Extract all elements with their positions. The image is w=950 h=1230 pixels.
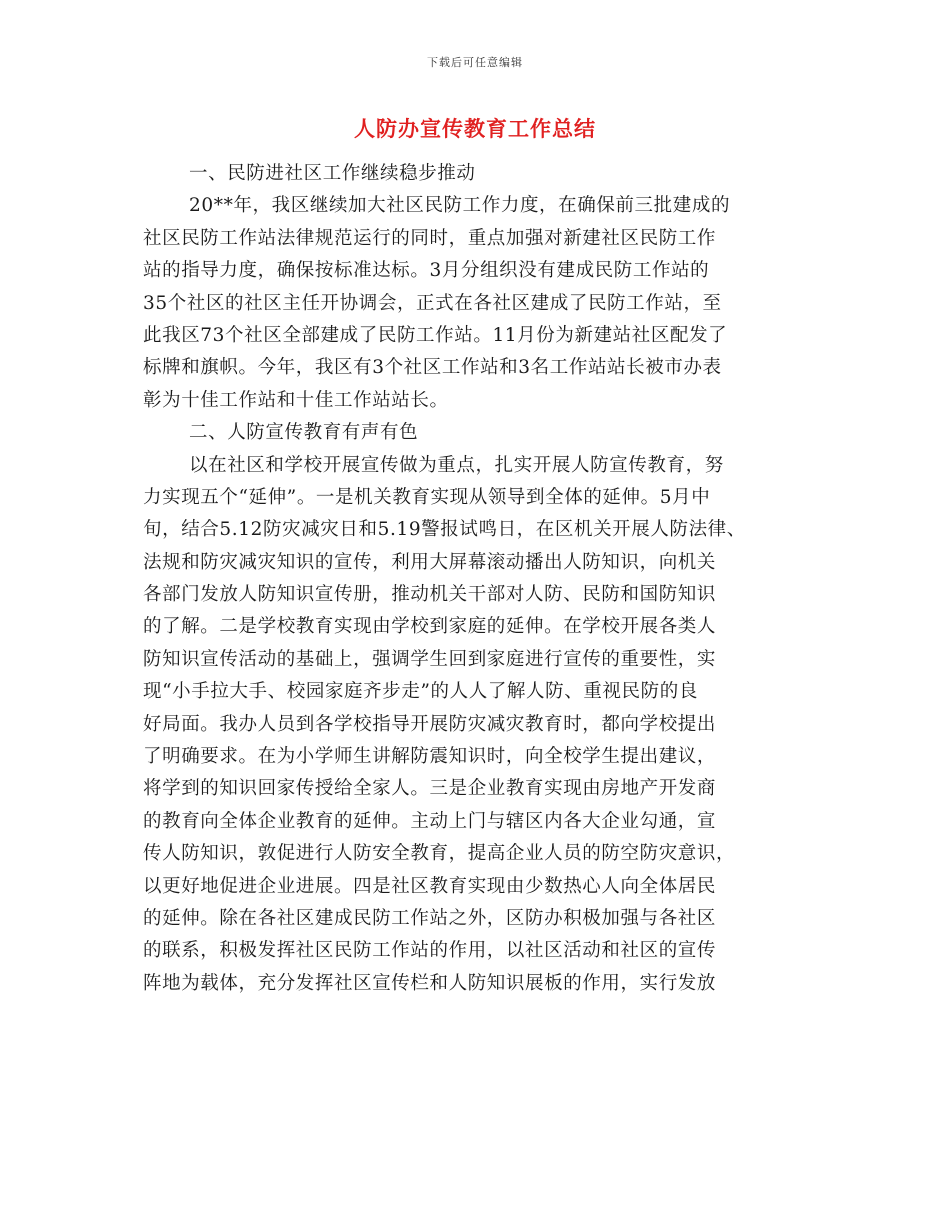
paragraph-line: 法规和防灾减灾知识的宣传，利用大屏幕滚动播出人防知识，向机关 [143, 551, 717, 573]
paragraph-line: 好局面。我办人员到各学校指导开展防灾减灾教育时，都向学校提出 [143, 713, 717, 735]
paragraph-line: 现“小手拉大手、校园家庭齐步走”的人人了解人防、重视民防的良 [143, 681, 698, 703]
paragraph-line: 站的指导力度，确保按标准达标。3月分组织没有建成民防工作站的 [143, 260, 710, 282]
paragraph-line: 此我区73个社区全部建成了民防工作站。11月份为新建站社区配发了 [143, 324, 728, 346]
header-note: 下载后可任意编辑 [427, 56, 523, 69]
paragraph-line: 阵地为载体，充分发挥社区宣传栏和人防知识展板的作用，实行发放 [143, 972, 717, 994]
paragraph-line: 传人防知识，敦促进行人防安全教育，提高企业人员的防空防灾意识， [143, 843, 736, 865]
paragraph-line: 35个社区的社区主任开协调会，正式在各社区建成了民防工作站，至 [143, 292, 722, 314]
paragraph-line: 各部门发放人防知识宣传册，推动机关干部对人防、民防和国防知识 [143, 584, 717, 606]
section-heading: 一、民防进社区工作继续稳步推动 [189, 163, 476, 184]
section-heading: 二、人防宣传教育有声有色 [189, 422, 419, 444]
paragraph-line: 防知识宣传活动的基础上，强调学生回到家庭进行宣传的重要性，实 [143, 648, 717, 670]
paragraph-line: 社区民防工作站法律规范运行的同时，重点加强对新建社区民防工作 [143, 227, 717, 249]
paragraph-line: 的了解。二是学校教育实现由学校到家庭的延伸。在学校开展各类人 [143, 616, 717, 638]
paragraph-line: 力实现五个“延伸”。一是机关教育实现从领导到全体的延伸。5月中 [143, 486, 711, 508]
paragraph-line: 以在社区和学校开展宣传做为重点，扎实开展人防宣传教育，努 [189, 454, 724, 476]
paragraph-line: 彰为十佳工作站和十佳工作站站长。 [143, 389, 449, 411]
paragraph-line: 旬，结合5.12防灾减灾日和5.19警报试鸣日，在区机关开展人防法律、 [143, 519, 746, 541]
paragraph-line: 将学到的知识回家传授给全家人。三是企业教育实现由房地产开发商 [143, 778, 717, 800]
document-title: 人防办宣传教育工作总结 [354, 116, 596, 141]
paragraph-line: 的延伸。除在各社区建成民防工作站之外，区防办积极加强与各社区 [143, 907, 717, 929]
document-body [143, 158, 811, 1000]
paragraph-line: 了明确要求。在为小学师生讲解防震知识时，向全校学生提出建议， [143, 746, 717, 768]
paragraph-line: 的联系，积极发挥社区民防工作站的作用，以社区活动和社区的宣传 [143, 940, 717, 962]
paragraph-line: 标牌和旗帜。今年，我区有3个社区工作站和3名工作站站长被市办表 [143, 357, 722, 379]
paragraph-line: 以更好地促进企业进展。四是社区教育实现由少数热心人向全体居民 [143, 875, 717, 897]
paragraph-line: 20**年，我区继续加大社区民防工作力度，在确保前三批建成的 [189, 195, 731, 217]
paragraph-line: 的教育向全体企业教育的延伸。主动上门与辖区内各大企业勾通，宣 [143, 810, 717, 832]
